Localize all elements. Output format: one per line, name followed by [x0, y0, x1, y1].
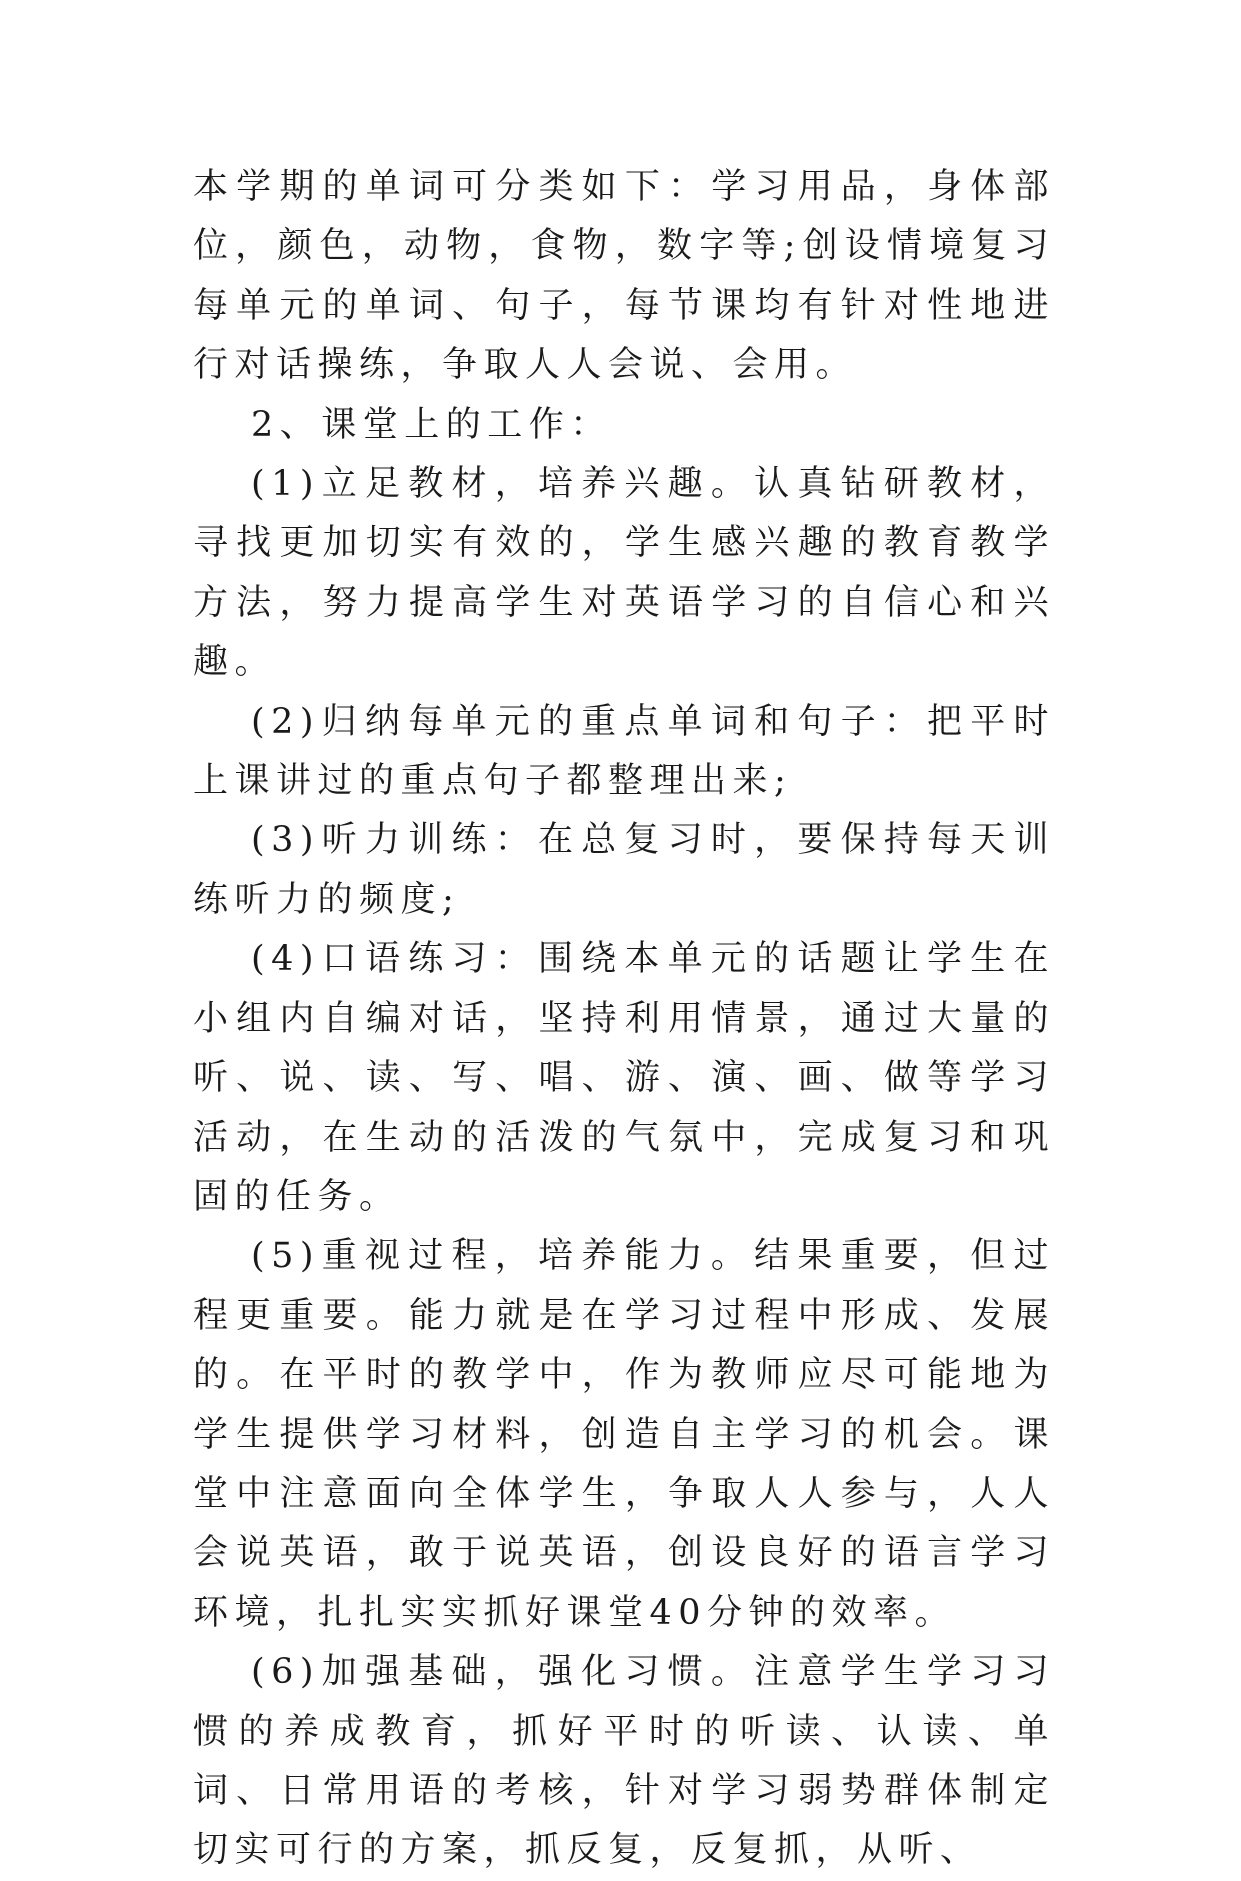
paragraph-item-2: (2)归纳每单元的重点单词和句子：把平时上课讲过的重点句子都整理出来;	[193, 701, 1055, 802]
paragraph-item-1: (1)立足教材，培养兴趣。认真钻研教材，寻找更加切实有效的，学生感兴趣的教育教学方法，努力提高学生对英语学习的自信心和兴趣。	[193, 464, 1055, 683]
paragraph-item-4: (4)口语练习：围绕本单元的话题让学生在小组内自编对话，坚持利用情景，通过大量的听、说、读、写、唱、游、演、画、做等学习活动，在生动的活泼的气氛中，完成复习和巩固的任务。	[193, 939, 1055, 1217]
paragraph-item-5: (5)重视过程，培养能力。结果重要，但过程更重要。能力就是在学习过程中形成、发展的。在平时的教学中，作为教师应尽可能地为学生提供学习材料，创造自主学习的机会。课堂中注意面向全体学生，争取人人参与，人人会说英语，敢于说英语，创设良好的语言学习环境，扎扎实实抓好课堂40分钟的效率。	[193, 1236, 1055, 1633]
paragraph-item-6: (6)加强基础，强化习惯。注意学生学习习惯的养成教育，抓好平时的听读、认读、单词、日常用语的考核，针对学习弱势群体制定切实可行的方案，抓反复，反复抓，从听、	[193, 1652, 1055, 1871]
paragraph-word-categories: 本学期的单词可分类如下：学习用品，身体部位，颜色，动物，食物，数字等;创设情境复习每单元的单词、句子，每节课均有针对性地进行对话操练，争取人人会说、会用。	[193, 167, 1055, 386]
document-page	[193, 158, 1055, 1881]
paragraph-item-3: (3)听力训练：在总复习时，要保持每天训练听力的频度;	[193, 820, 1055, 920]
paragraph-classroom-work-heading: 2、课堂上的工作：	[251, 404, 612, 445]
